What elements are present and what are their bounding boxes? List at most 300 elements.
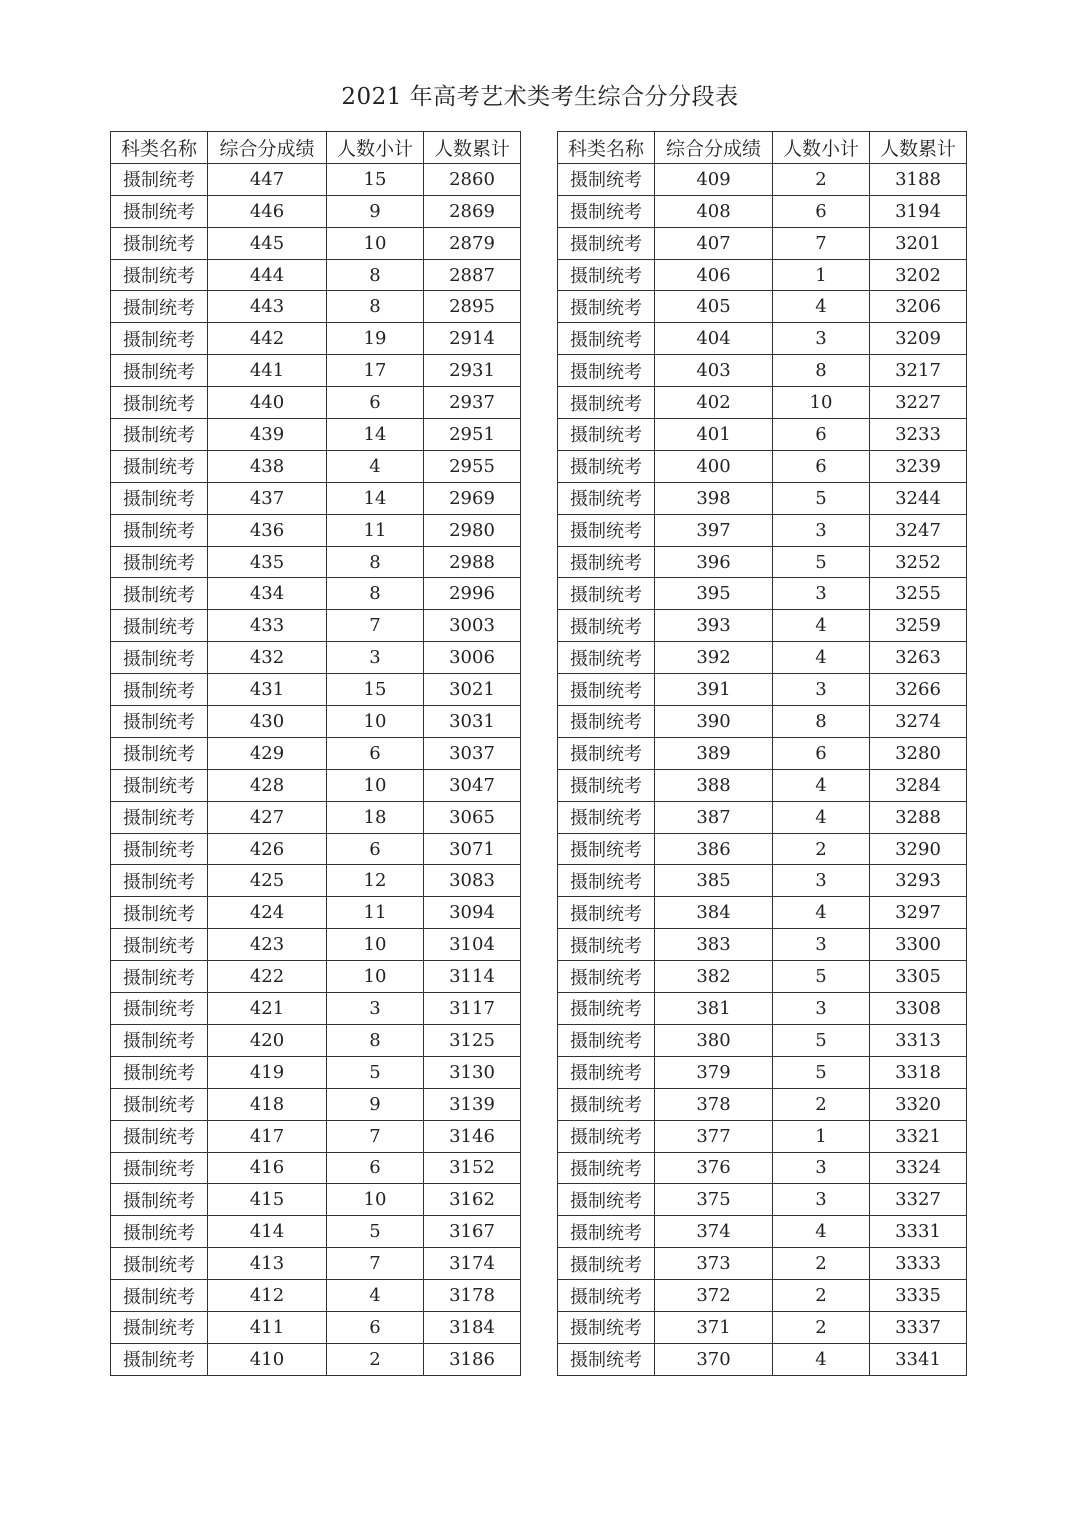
cumulative-cell: 3284 [870,769,967,801]
cumulative-cell: 3274 [870,706,967,738]
category-cell: 摄制统考 [558,450,655,482]
cumulative-cell: 3184 [424,1311,521,1343]
page-title: 2021 年高考艺术类考生综合分分段表 [341,84,739,110]
table-row [111,801,521,833]
score-cell: 428 [208,769,327,801]
cumulative-cell: 2914 [424,323,521,355]
cumulative-cell: 3331 [870,1216,967,1248]
table-row [558,163,967,195]
score-cell: 417 [208,1120,327,1152]
score-cell: 375 [655,1184,773,1216]
score-cell: 427 [208,801,327,833]
header-score: 综合分成绩 [208,132,327,164]
score-cell: 372 [655,1280,773,1312]
category-cell: 摄制统考 [558,291,655,323]
cumulative-cell: 3335 [870,1280,967,1312]
score-cell: 393 [655,610,773,642]
count-cell: 5 [773,1024,870,1056]
category-cell: 摄制统考 [111,1280,208,1312]
score-cell: 380 [655,1024,773,1056]
category-cell: 摄制统考 [111,1088,208,1120]
score-cell: 419 [208,1056,327,1088]
cumulative-cell: 3341 [870,1343,967,1375]
table-row [558,737,967,769]
table-row [558,195,967,227]
category-cell: 摄制统考 [111,769,208,801]
score-table-right [557,131,967,1376]
table-row [558,1343,967,1375]
count-cell: 4 [773,291,870,323]
count-cell: 2 [773,163,870,195]
count-cell: 4 [327,450,424,482]
cumulative-cell: 3244 [870,482,967,514]
category-cell: 摄制统考 [111,1024,208,1056]
table-row [558,387,967,419]
cumulative-cell: 3280 [870,737,967,769]
score-cell: 421 [208,993,327,1025]
category-cell: 摄制统考 [558,1280,655,1312]
cumulative-cell: 3167 [424,1216,521,1248]
score-cell: 377 [655,1120,773,1152]
table-row [558,1184,967,1216]
count-cell: 4 [773,1216,870,1248]
category-cell: 摄制统考 [111,227,208,259]
cumulative-cell: 3152 [424,1152,521,1184]
count-cell: 3 [773,578,870,610]
cumulative-cell: 3125 [424,1024,521,1056]
table-row [558,642,967,674]
table-row [558,227,967,259]
category-cell: 摄制统考 [111,961,208,993]
count-cell: 2 [773,1311,870,1343]
cumulative-cell: 3293 [870,865,967,897]
cumulative-cell: 3139 [424,1088,521,1120]
table-row [111,1280,521,1312]
count-cell: 4 [773,769,870,801]
category-cell: 摄制统考 [558,1056,655,1088]
category-cell: 摄制统考 [111,546,208,578]
score-cell: 431 [208,674,327,706]
score-cell: 384 [655,897,773,929]
count-cell: 2 [327,1343,424,1375]
count-cell: 4 [773,1343,870,1375]
count-cell: 6 [327,1311,424,1343]
category-cell: 摄制统考 [558,929,655,961]
score-cell: 439 [208,419,327,451]
score-cell: 446 [208,195,327,227]
cumulative-cell: 3037 [424,737,521,769]
category-cell: 摄制统考 [558,737,655,769]
count-cell: 10 [327,769,424,801]
category-cell: 摄制统考 [558,1088,655,1120]
score-cell: 383 [655,929,773,961]
cumulative-cell: 3003 [424,610,521,642]
cumulative-cell: 3259 [870,610,967,642]
table-row [558,897,967,929]
table-body [111,163,521,1375]
cumulative-cell: 3094 [424,897,521,929]
table-row [558,1120,967,1152]
category-cell: 摄制统考 [558,323,655,355]
table-row [558,706,967,738]
table-row [111,1120,521,1152]
count-cell: 3 [773,929,870,961]
score-cell: 395 [655,578,773,610]
count-cell: 10 [327,929,424,961]
category-cell: 摄制统考 [558,706,655,738]
table-row [111,737,521,769]
header-count: 人数小计 [773,132,870,164]
count-cell: 14 [327,482,424,514]
cumulative-cell: 2955 [424,450,521,482]
table-body [558,163,967,1375]
cumulative-cell: 3255 [870,578,967,610]
count-cell: 5 [773,1056,870,1088]
score-cell: 371 [655,1311,773,1343]
category-cell: 摄制统考 [111,737,208,769]
table-row [558,801,967,833]
count-cell: 5 [773,482,870,514]
table-row [558,1088,967,1120]
cumulative-cell: 3146 [424,1120,521,1152]
category-cell: 摄制统考 [558,993,655,1025]
count-cell: 3 [773,993,870,1025]
cumulative-cell: 3324 [870,1152,967,1184]
cumulative-cell: 3318 [870,1056,967,1088]
score-cell: 378 [655,1088,773,1120]
count-cell: 10 [773,387,870,419]
cumulative-cell: 3186 [424,1343,521,1375]
category-cell: 摄制统考 [111,1056,208,1088]
category-cell: 摄制统考 [111,706,208,738]
table-row [558,355,967,387]
score-cell: 382 [655,961,773,993]
category-cell: 摄制统考 [558,674,655,706]
table-row [111,482,521,514]
cumulative-cell: 3209 [870,323,967,355]
count-cell: 2 [773,833,870,865]
table-row [111,195,521,227]
count-cell: 8 [327,578,424,610]
cumulative-cell: 3320 [870,1088,967,1120]
cumulative-cell: 3247 [870,514,967,546]
score-cell: 436 [208,514,327,546]
cumulative-cell: 2996 [424,578,521,610]
score-cell: 422 [208,961,327,993]
cumulative-cell: 2937 [424,387,521,419]
cumulative-cell: 2988 [424,546,521,578]
score-cell: 424 [208,897,327,929]
score-cell: 434 [208,578,327,610]
count-cell: 6 [327,387,424,419]
table-row [111,1216,521,1248]
table-row [111,323,521,355]
category-cell: 摄制统考 [111,833,208,865]
category-cell: 摄制统考 [111,291,208,323]
table-row [558,1248,967,1280]
table-row [558,610,967,642]
category-cell: 摄制统考 [558,801,655,833]
score-cell: 376 [655,1152,773,1184]
score-cell: 425 [208,865,327,897]
table-row [111,227,521,259]
count-cell: 7 [773,227,870,259]
table-row [111,1184,521,1216]
count-cell: 5 [773,961,870,993]
table-row [111,1056,521,1088]
count-cell: 2 [773,1280,870,1312]
cumulative-cell: 3071 [424,833,521,865]
count-cell: 4 [773,610,870,642]
table-row [111,1088,521,1120]
category-cell: 摄制统考 [558,1311,655,1343]
count-cell: 6 [327,833,424,865]
score-cell: 404 [655,323,773,355]
category-cell: 摄制统考 [558,610,655,642]
cumulative-cell: 2879 [424,227,521,259]
table-row [558,993,967,1025]
header-cumulative: 人数累计 [870,132,967,164]
count-cell: 1 [773,259,870,291]
score-cell: 388 [655,769,773,801]
category-cell: 摄制统考 [111,801,208,833]
score-cell: 445 [208,227,327,259]
header-cumulative: 人数累计 [424,132,521,164]
count-cell: 3 [327,993,424,1025]
cumulative-cell: 3333 [870,1248,967,1280]
score-cell: 447 [208,163,327,195]
table-row [558,1056,967,1088]
category-cell: 摄制统考 [558,642,655,674]
cumulative-cell: 3263 [870,642,967,674]
score-cell: 418 [208,1088,327,1120]
category-cell: 摄制统考 [111,865,208,897]
category-cell: 摄制统考 [558,1248,655,1280]
score-cell: 396 [655,546,773,578]
table-row [111,1311,521,1343]
category-cell: 摄制统考 [558,259,655,291]
count-cell: 10 [327,227,424,259]
table-row [558,1311,967,1343]
score-cell: 390 [655,706,773,738]
count-cell: 8 [327,546,424,578]
score-table-left [110,131,521,1376]
category-cell: 摄制统考 [558,578,655,610]
category-cell: 摄制统考 [558,1120,655,1152]
count-cell: 2 [773,1248,870,1280]
count-cell: 10 [327,706,424,738]
table-row [111,1152,521,1184]
count-cell: 6 [773,195,870,227]
category-cell: 摄制统考 [558,769,655,801]
category-cell: 摄制统考 [111,897,208,929]
category-cell: 摄制统考 [558,1184,655,1216]
count-cell: 4 [327,1280,424,1312]
category-cell: 摄制统考 [111,1216,208,1248]
table-row [111,929,521,961]
cumulative-cell: 3117 [424,993,521,1025]
header-score: 综合分成绩 [655,132,773,164]
score-cell: 379 [655,1056,773,1088]
count-cell: 7 [327,1248,424,1280]
cumulative-cell: 2980 [424,514,521,546]
score-cell: 397 [655,514,773,546]
score-cell: 438 [208,450,327,482]
category-cell: 摄制统考 [558,1024,655,1056]
table-row [558,291,967,323]
category-cell: 摄制统考 [111,1120,208,1152]
table-row [111,578,521,610]
table-row [111,833,521,865]
cumulative-cell: 2860 [424,163,521,195]
table-row [558,833,967,865]
count-cell: 8 [327,259,424,291]
cumulative-cell: 3321 [870,1120,967,1152]
table-row [558,1152,967,1184]
count-cell: 8 [773,355,870,387]
cumulative-cell: 2931 [424,355,521,387]
cumulative-cell: 3305 [870,961,967,993]
count-cell: 6 [773,419,870,451]
count-cell: 11 [327,514,424,546]
table-row [111,514,521,546]
category-cell: 摄制统考 [111,674,208,706]
category-cell: 摄制统考 [558,865,655,897]
score-cell: 435 [208,546,327,578]
category-cell: 摄制统考 [111,1311,208,1343]
cumulative-cell: 2951 [424,419,521,451]
table-row [558,865,967,897]
table-row [558,482,967,514]
table-row [558,1280,967,1312]
table-row [111,769,521,801]
count-cell: 3 [773,514,870,546]
cumulative-cell: 3288 [870,801,967,833]
count-cell: 5 [773,546,870,578]
count-cell: 1 [773,1120,870,1152]
category-cell: 摄制统考 [558,355,655,387]
count-cell: 12 [327,865,424,897]
score-cell: 405 [655,291,773,323]
count-cell: 9 [327,195,424,227]
table-row [111,865,521,897]
category-cell: 摄制统考 [111,450,208,482]
cumulative-cell: 2887 [424,259,521,291]
category-cell: 摄制统考 [111,387,208,419]
category-cell: 摄制统考 [111,419,208,451]
score-cell: 392 [655,642,773,674]
table-row [111,546,521,578]
cumulative-cell: 3206 [870,291,967,323]
category-cell: 摄制统考 [111,1152,208,1184]
cumulative-cell: 3290 [870,833,967,865]
table-row [111,1248,521,1280]
score-cell: 442 [208,323,327,355]
score-cell: 386 [655,833,773,865]
count-cell: 17 [327,355,424,387]
table-row [558,419,967,451]
count-cell: 15 [327,163,424,195]
cumulative-cell: 3233 [870,419,967,451]
cumulative-cell: 2969 [424,482,521,514]
cumulative-cell: 3104 [424,929,521,961]
table-row [558,450,967,482]
count-cell: 6 [773,450,870,482]
score-cell: 401 [655,419,773,451]
score-cell: 443 [208,291,327,323]
cumulative-cell: 3178 [424,1280,521,1312]
table-row [111,259,521,291]
category-cell: 摄制统考 [111,195,208,227]
category-cell: 摄制统考 [111,259,208,291]
cumulative-cell: 3201 [870,227,967,259]
table-row [558,961,967,993]
table-row [111,450,521,482]
category-cell: 摄制统考 [558,546,655,578]
category-cell: 摄制统考 [111,642,208,674]
table-row [558,259,967,291]
cumulative-cell: 3188 [870,163,967,195]
header-row [558,132,967,164]
count-cell: 3 [773,323,870,355]
count-cell: 6 [327,1152,424,1184]
score-cell: 444 [208,259,327,291]
table-row [558,769,967,801]
cumulative-cell: 3313 [870,1024,967,1056]
count-cell: 9 [327,1088,424,1120]
count-cell: 18 [327,801,424,833]
cumulative-cell: 2869 [424,195,521,227]
count-cell: 4 [773,801,870,833]
score-cell: 374 [655,1216,773,1248]
score-cell: 433 [208,610,327,642]
score-cell: 398 [655,482,773,514]
table-row [111,1024,521,1056]
category-cell: 摄制统考 [111,929,208,961]
category-cell: 摄制统考 [111,1343,208,1375]
cumulative-cell: 3194 [870,195,967,227]
table-row [558,546,967,578]
count-cell: 7 [327,1120,424,1152]
count-cell: 7 [327,610,424,642]
table-row [558,578,967,610]
cumulative-cell: 3021 [424,674,521,706]
category-cell: 摄制统考 [111,610,208,642]
cumulative-cell: 3047 [424,769,521,801]
table-row [558,674,967,706]
table-row [111,961,521,993]
score-cell: 441 [208,355,327,387]
count-cell: 6 [773,737,870,769]
score-cell: 412 [208,1280,327,1312]
cumulative-cell: 3239 [870,450,967,482]
score-cell: 406 [655,259,773,291]
score-cell: 420 [208,1024,327,1056]
score-cell: 387 [655,801,773,833]
score-cell: 413 [208,1248,327,1280]
header-count: 人数小计 [327,132,424,164]
category-cell: 摄制统考 [558,227,655,259]
count-cell: 8 [327,1024,424,1056]
table-row [111,897,521,929]
category-cell: 摄制统考 [558,1216,655,1248]
table-row [111,993,521,1025]
count-cell: 2 [773,1088,870,1120]
score-cell: 381 [655,993,773,1025]
category-cell: 摄制统考 [558,961,655,993]
cumulative-cell: 3006 [424,642,521,674]
category-cell: 摄制统考 [111,1248,208,1280]
